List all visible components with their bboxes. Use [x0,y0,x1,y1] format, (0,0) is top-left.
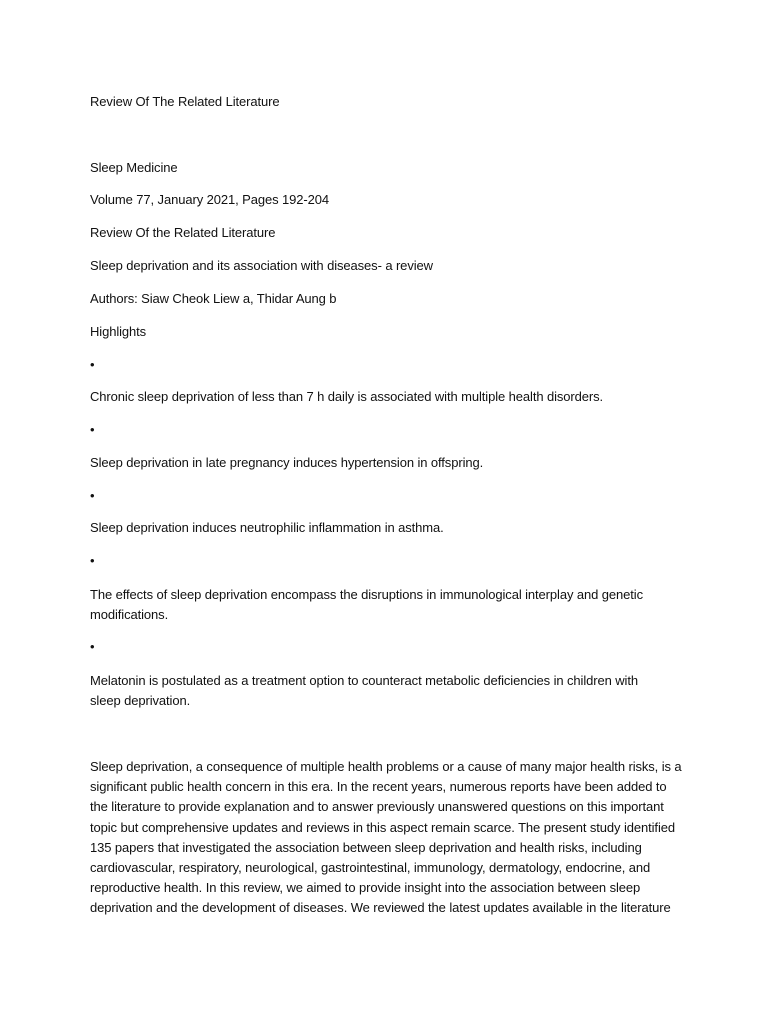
bullet-icon: • [90,639,95,654]
abstract-line: 135 papers that investigated the association between sleep deprivation and health risks, including [90,839,642,855]
highlight-item-line: modifications. [90,607,169,622]
bullet-icon: • [90,422,95,437]
abstract-line: reproductive health. In this review, we aimed to provide insight into the association between sleep [90,880,641,896]
document-title: Review Of The Related Literature [90,94,280,109]
highlight-item: Sleep deprivation induces neutrophilic inflammation in asthma. [90,520,444,535]
highlight-item: Sleep deprivation in late pregnancy induces hypertension in offspring. [90,455,484,470]
abstract-line: Sleep deprivation, a consequence of multiple health problems or a cause of many major health risks, is a [90,759,682,774]
abstract-line: the literature to provide explanation and to answer previously unanswered questions on this important [90,799,664,815]
abstract-line: significant public health concern in this era. In the recent years, numerous reports have been added to [90,779,667,795]
highlight-item: Chronic sleep deprivation of less than 7 h daily is associated with multiple health disorders. [90,389,604,404]
bullet-icon: • [90,357,95,372]
highlight-item-line: Melatonin is postulated as a treatment option to counteract metabolic deficiencies in children with [90,673,638,688]
article-title: Sleep deprivation and its association with diseases- a review [90,258,433,273]
volume-info: Volume 77, January 2021, Pages 192-204 [90,192,330,207]
highlight-item-line: The effects of sleep deprivation encompass the disruptions in immunological interplay and genetic [90,587,643,602]
abstract-line: cardiovascular, respiratory, neurological, gastrointestinal, immunology, dermatology, endocrine, and [90,860,651,876]
abstract-line: topic but comprehensive updates and reviews in this aspect remain scarce. The present study identified [90,819,675,835]
bullet-icon: • [90,553,95,568]
journal-name: Sleep Medicine [90,160,178,175]
abstract-line: deprivation and the development of diseases. We reviewed the latest updates available in the literature [90,900,671,916]
highlight-item-line: sleep deprivation. [90,693,191,708]
authors-line: Authors: Siaw Cheok Liew a, Thidar Aung b [90,291,337,306]
abstract-paragraph [90,757,682,919]
highlights-heading: Highlights [90,324,147,339]
bullet-icon: • [90,488,95,503]
section-heading: Review Of the Related Literature [90,225,276,240]
